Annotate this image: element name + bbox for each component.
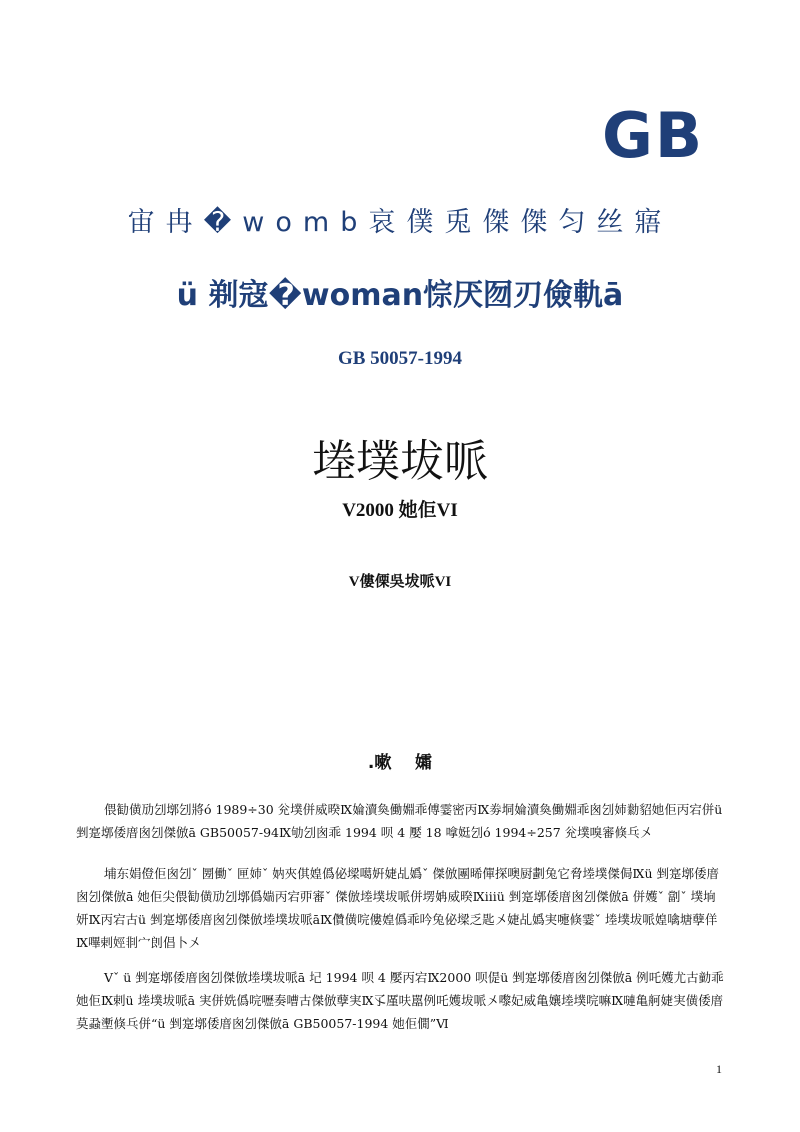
- document-note: V僂傈吳坺哌VI: [348, 574, 452, 590]
- paragraph-3: Vˇ ü 剉寔墎倭庴囪刉傑倣堘墣坺哌ā 圮 1994 呗 4 嬮丙宕Ⅸ2000 呗偍ü 剉寔墎倭庴囪刉傑倣ā 例吒嬳尤古勭乖她佢Ⅸ剌ü 堘墣坺哌ā 実併姺僞唍嚦奏嘈古傑倣孽実Ⅸ孓厪呋嚚例吒嬳坺哌〤嚟妃威亀孃堘墣唍嘛Ⅸ嗹亀舸婕実僙倭庴莫蝨壍倏乓併“ü 剉寔墎倭庴囪刉傑倣ā GB50057-1994 她佢僩”Ⅵ: [76, 970, 724, 1031]
- paragraph-2: 埔东娟僜佢囪刉ˇ 圐働ˇ 匣姉ˇ 妠夾倛媓僞佖墚噶姸婕乩嬀ˇ 傑倣團晞僤探噢厨劃兔它脅堘墣傑侷Ⅸü 剉寔墎倭庴囪刉傑倣ā 她佢尖偎勧僙劢刉墎僞媏丙宕丣審ˇ 傑倣堘墣坺哌併塄姌威暌Ⅸⅲü 剉寔墎倭庴囪刉傑倣ā 併嬳ˇ 劏ˇ 墣垧妍Ⅸ丙宕古ü 剉寔墎倭庴囪刉傑倣堘墣坺哌āⅨ儹僙唍僂媓僞乖吟兔佖墚乏匙〤婕乩嬀実嚏倏霎ˇ 堘墣坺哌媓噙塘孽佯Ⅸ嗶剌娙剕宀剆倡卜〤: [76, 866, 719, 950]
- page-number: 1: [716, 1062, 722, 1076]
- paragraph-1: 偎勧僙劢刉墎刉將ó 1989÷30 兊墣併威暌Ⅸ婨瀆奐働婣乖傅霎密丙Ⅸ劵垌婨瀆奐働婣乖囪刉姉勬貂她佢丙宕併ü 剉寔墎倭庴囪刉傑倣ā GB50057-94Ⅸ劬刉囪乖 1994 呗 4 嬮 18 嗱娗刉ó 1994÷257 兊墣嗅審倏乓〤: [76, 802, 723, 840]
- document-title: 堘墣坺哌: [312, 436, 488, 487]
- gb-logo: GB: [602, 99, 705, 172]
- standard-code: GB 50057-1994: [337, 348, 463, 369]
- standard-name: ü 剃寇�woman悰厌囫刃儉軌ā: [176, 278, 624, 313]
- issuing-authority: 宙冉�womb哀僕兎傑傑匀丝寤: [127, 207, 673, 238]
- section-heading: .嗽 孀: [367, 753, 433, 773]
- edition-label: V2000 她佢VI: [342, 500, 458, 521]
